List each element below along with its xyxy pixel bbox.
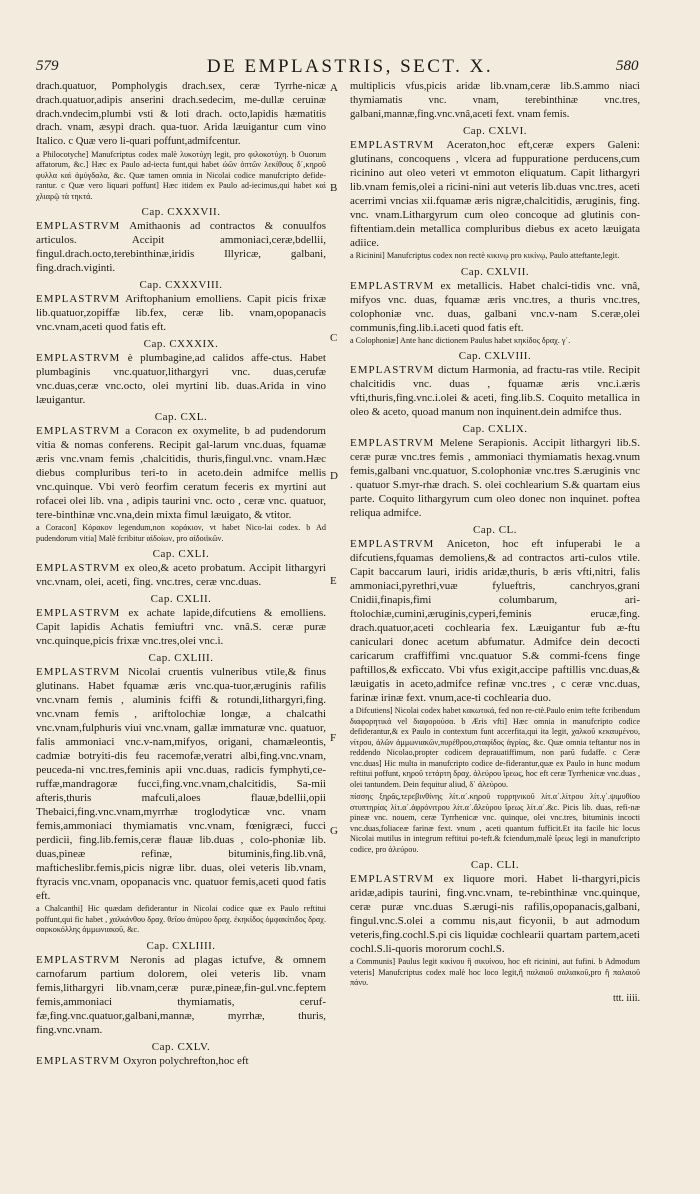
- recipe-paragraph: [350, 363, 640, 419]
- margin-letter: C: [330, 332, 338, 344]
- chapter-heading: Cap. CXLV.: [151, 1040, 211, 1053]
- page-header: [0, 58, 700, 80]
- recipe-text: è plumbagine,ad calidos affe-ctus. Habet plumbaginis vnc.quatuor,lithargyri vnc. duas,cerufæ vnc.duas,ceræ vnc.octo, olei myrtini lib. duas.Arida in vino læuigantur.: [36, 352, 326, 407]
- chapter-heading: Cap. CXL.: [154, 411, 208, 424]
- recipe-paragraph: [350, 436, 640, 520]
- recipe-heading-word: EMPLASTRVM: [350, 364, 435, 377]
- recipe-heading-word: EMPLASTRVM: [36, 1054, 121, 1067]
- recipe-text: Ariftophanium emolliens. Capit picis frixæ lib.quatuor,zopiffæ lib.fex, ceræ lib. vnam,opopanacis vnc.vnam,aceti quod fatis eft.: [36, 293, 326, 334]
- recipe-text: Melene Serapionis. Accipit lithargyri lib.S. ceræ puræ vnc.tres femis , ammoniaci thymiamatis hexag.vnum femis,galbani vnc.quatuor, S.colophoniæ vnc.tres S.æruginis vnc . quatuor S.myr-rhæ drach. S. olei cochlearium S.& quartam eius parte. Coquito lithargyrum cum oleo donec non inquinet. poftea reliqua admifce.: [350, 437, 640, 520]
- recipe-heading-word: EMPLASTRVM: [350, 538, 435, 551]
- left-page-number: 579: [36, 58, 59, 74]
- left-column: [36, 80, 326, 1180]
- recipe-paragraph: [350, 537, 640, 705]
- chapter-heading: Cap. CXXXIX.: [143, 338, 219, 351]
- margin-letters: [330, 80, 346, 1180]
- body-paragraph: drach.quatuor, Pompholygis drach.sex, ceræ Tyrrhe-nicæ drach.quatuor,adipis anserini drach.sedecim, me-dullæ ceruinæ drach.vndecim,plumbi vsti & loti drach. octo,lapidis hæmatitis drach. vnam, æsypi drach. qua-tuor. Arida læuigantur cum vino Italico. c Quæ vero li-quari poffunt,admifcentur.: [36, 81, 326, 148]
- recipe-text: dictum Harmonia, ad fractu-ras vtile. Recipit chalcitidis vnc. duas , fquamæ æris vnc.i.æris vfti,thuris,fing.vnc.i.olei & aceti, fing.lib.S. Coquito metallica in oleo & aceto, quoad manum non inquinent.dein admifce thus.: [350, 364, 640, 419]
- chapter-heading: Cap. CLI.: [470, 859, 520, 872]
- recipe-heading-word: EMPLASTRVM: [36, 352, 121, 365]
- recipe-text: Oxyron polychrefton,hoc eft: [120, 1054, 249, 1067]
- recipe-text: ex metallicis. Habet chalci-tidis vnc. vnâ, mifyos vnc. duas, fquamæ æris vnc.tres, a thuris vnc.tres, colophoniæ vnc. duas, galbani vnc.v-nam S.ceræ,olei communis,fing.lib.i.aceti quod fatis eft.: [350, 279, 640, 334]
- recipe-heading-word: EMPLASTRVM: [36, 666, 121, 679]
- annotation-note: a Difcutiens] Nicolai codex habet κακωτικά, fed non re-ctè.Paulo enim tefte fcribendum διαφορητικά vel διαφορούσα. b Æris vfti] Hæc omnia in manufcripto codice defiderantur,& ex Paulo in contextum funt accerfita,qui ita legit, χαλκοῦ κεκαυμένου, νίτρου, ἁλῶν ἀμμωνιακῶν,πυρέθρου,σταφίδος ἀγρίας, &c. Quæ omnia teftantur nos in reddendo Nicolao,propter codicem deprauatiffimum, non parū fudaffe. c Ceræ vnc.duas] Hic multa in manufcripto codice de-fiderantur,quæ ex Paulo in hunc modum reftitui poffunt, κηροῦ τετάρτη δραχ. ἀλεύρου ἴρεως, hoc eft ceræ Tyrrhenicæ vnc.duas , olei tantundem. Dein fequitur aliud, δ΄ ἀλεύρου.: [350, 706, 640, 789]
- recipe-heading-word: EMPLASTRVM: [36, 220, 121, 233]
- chapter-heading: Cap. CXLII.: [150, 593, 212, 606]
- margin-letter: E: [330, 575, 337, 587]
- right-page-number: 580: [616, 58, 639, 74]
- recipe-heading-word: EMPLASTRVM: [36, 562, 121, 575]
- right-column: [350, 80, 640, 1180]
- recipe-paragraph: [36, 606, 326, 648]
- recipe-heading-word: EMPLASTRVM: [350, 437, 435, 450]
- annotation-note: a Colophoniæ] Ante hanc dictionem Paulus habet κηκίδος δραχ. γ΄.: [350, 335, 571, 345]
- recipe-paragraph: [36, 219, 326, 275]
- chapter-heading: Cap. CXLVII.: [460, 265, 530, 278]
- recipe-text: Neronis ad plagas ictufve, & omnem carnofarum partium dolorem, olei veteris lib. vnam femis,lithargyri lib.vnam,ceræ puræ,pineæ,fin-gul.vnc.feptem femis,ammoniaci thymiamatis, ceruf-fæ,fing.vnc.quatuor,galbani,mannæ, myrrhæ, thuris, fing.vnc.vnam.: [36, 953, 326, 1036]
- margin-letter: D: [330, 470, 338, 482]
- recipe-paragraph: [36, 953, 326, 1037]
- recipe-text: ex liquore mori. Habet li-thargyri,picis aridæ,adipis taurini, fing.vnc.vnam, te-rebinthinæ vnc.quinque, ceræ puræ vnc.duas S.ærugi-nis rafilis,opopanacis,galbani, fingul.vnc.S.olei a commu nis,aut ficyonii, b aut admodum veteris,fing.cochl.S.pi cis liquidæ cochlearii quartam partem,aceti cochl.S.li-quoris mororum cochl.S.: [350, 873, 640, 956]
- recipe-heading-word: EMPLASTRVM: [36, 607, 121, 620]
- margin-letter: G: [330, 825, 338, 837]
- recipe-heading-word: EMPLASTRVM: [350, 873, 435, 886]
- recipe-heading-word: EMPLASTRVM: [36, 425, 121, 438]
- chapter-heading: Cap. CXXXVII.: [141, 206, 221, 219]
- chapter-heading: Cap. CXLVIII.: [458, 350, 532, 363]
- recipe-text: Aceraton,hoc eft,ceræ expers Galeni: glutinans, concoquens , vlcera ad fuppuratione perducens,cum ricinino aut oleo veteri vt emmoton eliquatum. Capit lithargyri lib.vnam femis,olei a ricini-nini aut veteris lib.duas vnc.tres, aceti acerrimi vncias xii.fquamæ æris nigræ,chalcitidis, æruginis, fing. vnc. vnam.Lithargyrum cum oleo concoque ad glutinis con-fiftentiam.dein metallica compluribus diebus ex aceto læuigata adiice.: [350, 139, 640, 250]
- recipe-text: ex oleo,& aceto probatum. Accipit lithargyri vnc.vnam, olei, aceti, fing. vnc.tres, ceræ vnc.duas.: [36, 562, 326, 589]
- recipe-text: ex achate lapide,difcutiens & emolliens. Capit lapidis Achatis femiuftri vnc. vnâ.S. ceræ puræ vnc.quinque,picis frixæ vnc.tres,olei vnc.i.: [36, 607, 326, 648]
- running-title: DE EMPLASTRIS, SECT. X.: [206, 56, 494, 77]
- body-paragraph: multiplicis vfus,picis aridæ lib.vnam,ceræ lib.S.ammo niaci thymiamatis vnc. vnam, terebinthinæ vnc.tres, galbani,mannæ,fing.vnc.vnâ,aceti fext. vnam femis.: [350, 81, 640, 120]
- recipe-text: Amithaonis ad contractos & conuulfos articulos. Accipit ammoniaci,ceræ,bdellii, fingul.drach.octo,terebinthinæ,iridis Illyricæ, galbani, fing.drach.viginti.: [36, 220, 326, 275]
- annotation-note: a Coracon] Κόρακον legendum,non κοράκιον, vt habet Nico-lai codex. b Ad pudendorum vitia] Malè fcribitur αἰδοίων, pro αἰδοιϊκῶν.: [36, 523, 326, 543]
- annotation-note: a Communis] Paulus legit κικίνου ἢ σικυίνου, hoc eft ricinini, aut fufini. b Admodum veteris] Manufcriptus codex malè hoc loco legit,ἢ παλαιοῦ σαλιακοῦ,pro ἢ παλαιοῦ πάνυ.: [350, 957, 640, 988]
- chapter-heading: Cap. CXLI.: [152, 548, 210, 561]
- recipe-text: Nicolai cruentis vulneribus vtile,& finus glutinans. Habet fquamæ æris vnc.qua-tuor,æruginis rafilis vnc.vnam femis , aluminis fciffi & rotundi,lithargyri,fing. vnc.vnam femis , ariftolochiæ longæ, a chalcathi vnc.vnam,fulphuris viui vnc.vnam, gallæ immaturæ vnc. quatuor, falis ammoniaci vnc.v-nam,mifyos, origani, chamæleontis, cadmiæ botryiti-dis feu racemofæ,veratri albi,fing.vnc.vnam, peuceda-ni vnc.tres,feminis apii vnc.duas, radicis fymphyti,ce-ruffæ,mandragoræ fucci,fing.vnc.vnam,chalcitidis, Sa-mii afteris,thuris mafculi,aloes flauæ,bdellii,opii Thebaici,fing.vnc.vnam,myrrhæ troglodyticæ vnc. vnam femis,ammoniaci thymiamatis vnc.vnam, fœnigræci, fucci perdicii, fing.lib.femis,ceræ flauæ lib.duas , colo-phoniæ lib. duas,pineæ refinæ, bituminis,fing.lib.vnâ, mafticheslibr.femis,picis nigræ libr. duas, olei veteris lib.vnam, ftyracis vnc.vnam, opopanacis vnc. quatuor femis,aceti quod fatis eft.: [36, 666, 326, 903]
- chapter-heading: Cap. CXXXVIII.: [139, 279, 223, 292]
- recipe-text: Aniceton, hoc eft infuperabi le a difcutiens,fquamas demoliens,& ad contractos arti-culos vtile. Capit baccarum lauri, iridis aridæ,thuris, b æris vfti,nitri, falis ammoniaci,pyrethri,vuæ fylueftris, canchryos,grani Cnidii,finapis,fimi columbarum, ari-ftolochiæ,cumini,æruginis,cyperi,feminis erucæ,fing. drach.quatuor,aceti cochlearia fex. Læuigantur fub æ-ftu caniculari donec acetum abfumatur. Admifce dein decocti caricarum craffiffimi vnc.quatuor S.& commi-fcens finge paftillos,& exficcato. Vbi vfus exigit,accipe paftillis vnc.duas,& læuigatis in aceto,admifce refinæ vnc.tres , c ceræ vnc.duas, farinæ irinæ fext. vnum,ace-ti cochlearia duo.: [350, 538, 640, 705]
- margin-letter: A: [330, 82, 338, 94]
- chapter-heading: Cap. CXLIII.: [148, 652, 214, 665]
- recipe-paragraph: [36, 351, 326, 407]
- chapter-heading: Cap. CL.: [472, 524, 518, 537]
- catchword: ttt. iiii.: [613, 992, 640, 1004]
- recipe-paragraph: [36, 292, 326, 334]
- annotation-note: a Ricinini] Manufcriptus codex non rectè κικινῳ pro κικίνῳ, Paulo atteftante,legit.: [350, 251, 620, 261]
- recipe-text: a Coracon ex oxymelite, b ad pudendorum vitia & nomas conferens. Recipit gal-larum vnc.duas, fquamæ æris vnc.vnam femis ,chalcitidis, thuris,fingul.vnc. vnam.Hæc diebus compluribus teri-to in aceto.dein admifce mellis vnc.quinque. Vbi verò feorfim ceratum feceris ex myrtini aut rofacei olei lib. vna , adipis taurini vnc. octo , ceræ vnc. quatuor, tere-binthinæ vnc.vna,dein mixta fimul læuigato, & vtitor.: [36, 425, 326, 522]
- chapter-heading: Cap. CXLVI.: [462, 125, 528, 138]
- recipe-heading-word: EMPLASTRVM: [36, 293, 121, 306]
- margin-letter: F: [330, 732, 337, 744]
- recipe-paragraph: [36, 1054, 326, 1068]
- annotation-note: a Philocotyche] Manufcriptus codex malè λυκοτύχη legit, pro φιλοκοτύχη. b Ouorum affatorum, &c.] Hæc ex Paulo ad-iecta funt,qui habet ὠῶν ὀπτῶν λεκίθους δ΄,κηροῦ φυλλα καὶ ἀμύγδαλα, &c. Quæ tamen omnia in Nicolai codice manufcripto defide-rantur. c Quæ vero liquari poffunt] Hæc itidem ex Paulo ad-iecimus,qui habet καὶ χλιαρῷ τὰ τηκτά.: [36, 149, 326, 201]
- recipe-heading-word: EMPLASTRVM: [36, 953, 121, 966]
- recipe-paragraph: [36, 561, 326, 589]
- annotation-note: πίσσης ξηρᾶς,τερεβινθίνης λίτ.α΄.κηροῦ τυρρηνικοῦ λίτ.α΄.λίτρου λίτ.γ΄.ψιμυθίου στυπτηρίας λίτ.α΄.ἀφρόνιτρου λίτ.α΄.ἄλεύρου ἴρεως λίτ.α΄.&c. Picis lib. duas, refi-næ pineæ vnc. nouem, ceræ Tyrrhenicæ vnc. quinque, olei vnc.tres, bituminis incocti vnc.duas,foliaceæ farinæ fext. vnum , aceti quantum fufficit.Et ita facile hic locus Nicolai mutilus in integrum reftitui po-teft.& fciendum,malè ἴρεως legi in manufcripto codice, pro ἀλεύρου.: [350, 792, 640, 854]
- annotation-note: a Chalcanthi] Hic quædam defiderantur in Nicolai codice quæ ex Paulo reftitui poffunt,qui fic habet , χαλκάνθου δραχ. θεῖου ἀπύρου δραχ. ἐκηκίδος ὀμφακίτιδος δραχ. σαρκοκόλλης ἀμμωνιακοῦ, &c.: [36, 904, 326, 935]
- chapter-heading: Cap. CXLIIII.: [146, 939, 216, 952]
- recipe-heading-word: EMPLASTRVM: [350, 279, 435, 292]
- recipe-paragraph: [350, 138, 640, 250]
- recipe-paragraph: [350, 872, 640, 956]
- recipe-paragraph: [36, 424, 326, 522]
- recipe-paragraph: [350, 279, 640, 335]
- recipe-paragraph: [36, 665, 326, 903]
- margin-letter: B: [330, 182, 338, 194]
- recipe-heading-word: EMPLASTRVM: [350, 139, 435, 152]
- chapter-heading: Cap. CXLIX.: [462, 423, 528, 436]
